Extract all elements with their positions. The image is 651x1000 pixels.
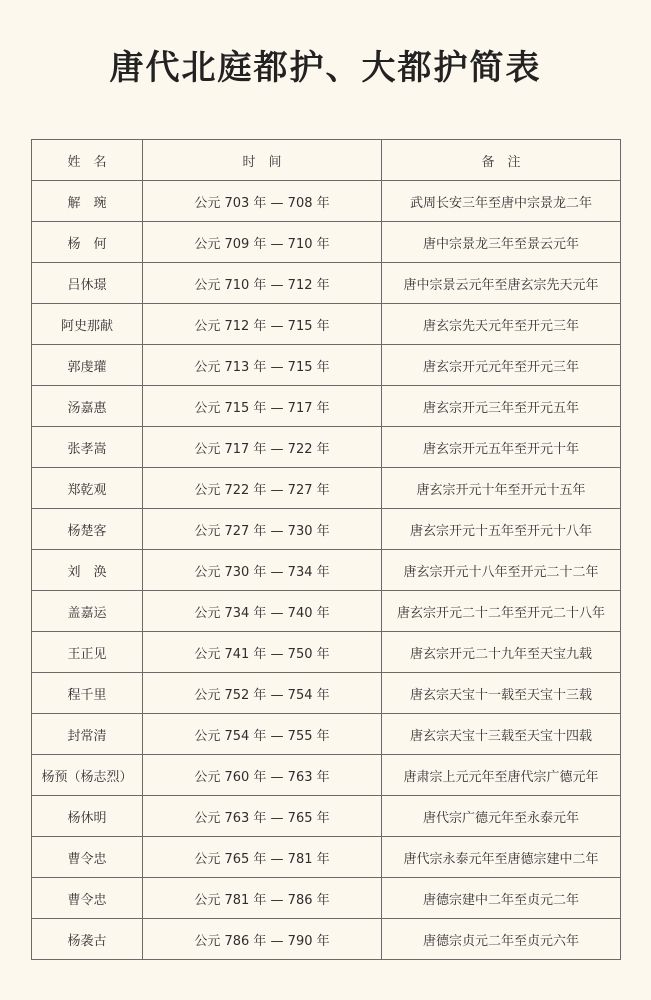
table-row <box>32 714 621 755</box>
table-row <box>32 468 621 509</box>
cell-note: 唐中宗景云元年至唐玄宗先天元年 <box>382 263 621 304</box>
cell-note: 唐玄宗开元二十二年至开元二十八年 <box>382 591 621 632</box>
cell-time: 公元 713 年 — 715 年 <box>143 345 382 386</box>
table-row <box>32 509 621 550</box>
cell-time: 公元 715 年 — 717 年 <box>143 386 382 427</box>
cell-time: 公元 730 年 — 734 年 <box>143 550 382 591</box>
cell-time: 公元 712 年 — 715 年 <box>143 304 382 345</box>
cell-name: 杨袭古 <box>32 919 143 960</box>
cell-name: 吕休璟 <box>32 263 143 304</box>
cell-note: 唐代宗广德元年至永泰元年 <box>382 796 621 837</box>
table-row <box>32 386 621 427</box>
cell-name: 刘 涣 <box>32 550 143 591</box>
cell-note: 唐玄宗先天元年至开元三年 <box>382 304 621 345</box>
cell-name: 程千里 <box>32 673 143 714</box>
cell-time: 公元 781 年 — 786 年 <box>143 878 382 919</box>
table-row <box>32 345 621 386</box>
cell-time: 公元 734 年 — 740 年 <box>143 591 382 632</box>
cell-time: 公元 741 年 — 750 年 <box>143 632 382 673</box>
cell-note: 唐玄宗开元十年至开元十五年 <box>382 468 621 509</box>
table-row <box>32 222 621 263</box>
cell-note: 唐肃宗上元元年至唐代宗广德元年 <box>382 755 621 796</box>
table-row <box>32 632 621 673</box>
cell-name: 汤嘉惠 <box>32 386 143 427</box>
cell-time: 公元 765 年 — 781 年 <box>143 837 382 878</box>
cell-note: 唐德宗建中二年至贞元二年 <box>382 878 621 919</box>
cell-name: 曹令忠 <box>32 837 143 878</box>
cell-name: 杨预（杨志烈） <box>32 755 143 796</box>
table-row <box>32 304 621 345</box>
cell-time: 公元 703 年 — 708 年 <box>143 181 382 222</box>
table-row <box>32 263 621 304</box>
cell-name: 王正见 <box>32 632 143 673</box>
cell-time: 公元 763 年 — 765 年 <box>143 796 382 837</box>
cell-name: 曹令忠 <box>32 878 143 919</box>
cell-name: 郭虔瓘 <box>32 345 143 386</box>
column-header-time: 时 间 <box>143 140 382 181</box>
cell-time: 公元 709 年 — 710 年 <box>143 222 382 263</box>
cell-note: 唐玄宗开元十五年至开元十八年 <box>382 509 621 550</box>
protectorate-table <box>31 139 621 960</box>
cell-note: 唐玄宗开元十八年至开元二十二年 <box>382 550 621 591</box>
cell-time: 公元 717 年 — 722 年 <box>143 427 382 468</box>
cell-time: 公元 752 年 — 754 年 <box>143 673 382 714</box>
cell-time: 公元 754 年 — 755 年 <box>143 714 382 755</box>
cell-name: 杨 何 <box>32 222 143 263</box>
table-row <box>32 837 621 878</box>
cell-note: 唐玄宗天宝十一载至天宝十三载 <box>382 673 621 714</box>
column-header-name: 姓 名 <box>32 140 143 181</box>
cell-time: 公元 727 年 — 730 年 <box>143 509 382 550</box>
table-row <box>32 181 621 222</box>
cell-note: 唐玄宗开元元年至开元三年 <box>382 345 621 386</box>
table-row <box>32 919 621 960</box>
cell-note: 唐玄宗开元三年至开元五年 <box>382 386 621 427</box>
cell-name: 杨休明 <box>32 796 143 837</box>
cell-name: 郑乾观 <box>32 468 143 509</box>
cell-name: 封常清 <box>32 714 143 755</box>
cell-note: 武周长安三年至唐中宗景龙二年 <box>382 181 621 222</box>
page-title: 唐代北庭都护、大都护简表 <box>109 48 542 88</box>
cell-note: 唐德宗贞元二年至贞元六年 <box>382 919 621 960</box>
table-row <box>32 550 621 591</box>
header-row <box>32 140 621 181</box>
cell-name: 张孝嵩 <box>32 427 143 468</box>
table-row <box>32 755 621 796</box>
cell-note: 唐玄宗开元二十九年至天宝九载 <box>382 632 621 673</box>
cell-note: 唐玄宗开元五年至开元十年 <box>382 427 621 468</box>
cell-time: 公元 722 年 — 727 年 <box>143 468 382 509</box>
column-header-note: 备 注 <box>382 140 621 181</box>
cell-name: 阿史那献 <box>32 304 143 345</box>
cell-time: 公元 760 年 — 763 年 <box>143 755 382 796</box>
table-row <box>32 878 621 919</box>
cell-note: 唐中宗景龙三年至景云元年 <box>382 222 621 263</box>
table-body <box>32 181 621 960</box>
table-row <box>32 427 621 468</box>
table-header <box>32 140 621 181</box>
cell-note: 唐玄宗天宝十三载至天宝十四载 <box>382 714 621 755</box>
cell-name: 杨楚客 <box>32 509 143 550</box>
cell-time: 公元 710 年 — 712 年 <box>143 263 382 304</box>
table-row <box>32 796 621 837</box>
table-row <box>32 673 621 714</box>
cell-name: 解 琬 <box>32 181 143 222</box>
table-row <box>32 591 621 632</box>
cell-name: 盖嘉运 <box>32 591 143 632</box>
cell-time: 公元 786 年 — 790 年 <box>143 919 382 960</box>
cell-note: 唐代宗永泰元年至唐德宗建中二年 <box>382 837 621 878</box>
